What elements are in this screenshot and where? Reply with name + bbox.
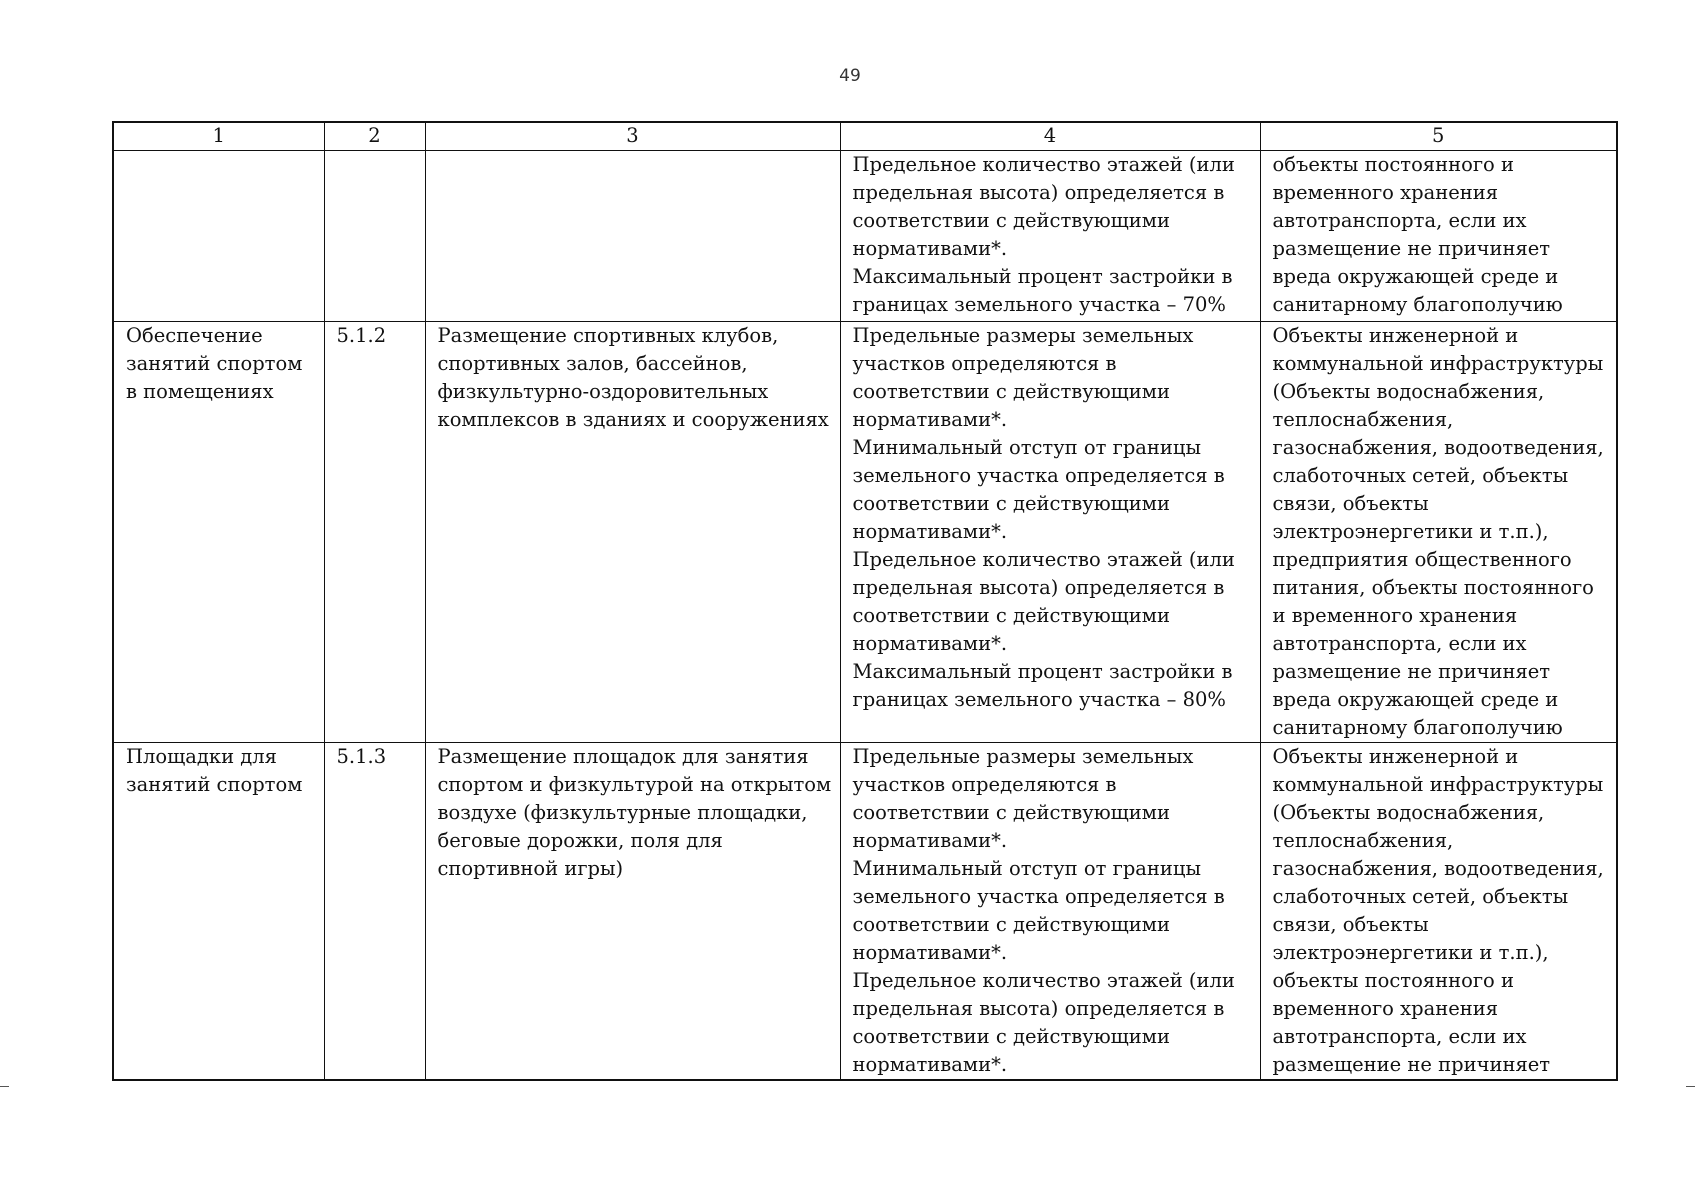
use-code-cell: 5.1.2 [324,322,425,743]
use-description-cell: Размещение площадок для занятия спортом и физкультурой на открытом воздухе (физкультурные площадки, беговые дорожки, поля для спортивной игры) [425,743,840,1081]
conditional-uses-cell: Объекты инженерной и коммунальной инфраструктуры (Объекты водоснабжения, теплоснабжения, газоснабжения, водоотведения, слаботочных сетей, объекты связи, объекты электроэнергетики и т.п.), объекты постоянного и временного хранения автотранспорта, если их размещение не причиняет [1260,743,1617,1081]
column-header-1: 1 [113,122,324,151]
conditional-uses-cell: объекты постоянного и временного хранения автотранспорта, если их размещение не причиняет вреда окружающей среде и санитарному благополучию [1260,151,1617,322]
use-description-cell: Размещение спортивных клубов, спортивных залов, бассейнов, физкультурно-оздоровительных комплексов в зданиях и сооружениях [425,322,840,743]
use-name-cell: Площадки для занятий спортом [113,743,324,1081]
use-name-cell: Обеспечение занятий спортом в помещениях [113,322,324,743]
parameters-cell: Предельные размеры земельных участков определяются в соответствии с действующими нормативами*. Минимальный отступ от границы земельного участка определяется в соответствии с действующими нормативами*. Предельное количество этажей (или предельная высота) определяется в соответствии с действующими нормативами*. [840,743,1260,1081]
use-code-cell: 5.1.3 [324,743,425,1081]
parameters-cell: Предельные размеры земельных участков определяются в соответствии с действующими нормативами*. Минимальный отступ от границы земельного участка определяется в соответствии с действующими нормативами*. Предельное количество этажей (или предельная высота) определяется в соответствии с действующими нормативами*. Максимальный процент застройки в границах земельного участка – 80% [840,322,1260,743]
column-header-5: 5 [1260,122,1617,151]
table-header-row [113,122,1617,151]
table-row [113,322,1617,743]
land-use-table [112,121,1618,1081]
column-header-3: 3 [425,122,840,151]
use-name-cell [113,151,324,322]
table-row [113,743,1617,1081]
conditional-uses-cell: Объекты инженерной и коммунальной инфраструктуры (Объекты водоснабжения, теплоснабжения, газоснабжения, водоотведения, слаботочных сетей, объекты связи, объекты электроэнергетики и т.п.), предприятия общественного питания, объекты постоянного и временного хранения автотранспорта, если их размещение не причиняет вреда окружающей среде и санитарному благополучию [1260,322,1617,743]
use-description-cell [425,151,840,322]
scan-edge-mark [0,1086,9,1087]
page-number: 49 [839,66,861,86]
column-header-2: 2 [324,122,425,151]
scan-edge-mark [1686,1086,1695,1087]
use-code-cell [324,151,425,322]
table-row [113,151,1617,322]
column-header-4: 4 [840,122,1260,151]
parameters-cell: Предельное количество этажей (или предельная высота) определяется в соответствии с действующими нормативами*. Максимальный процент застройки в границах земельного участка – 70% [840,151,1260,322]
